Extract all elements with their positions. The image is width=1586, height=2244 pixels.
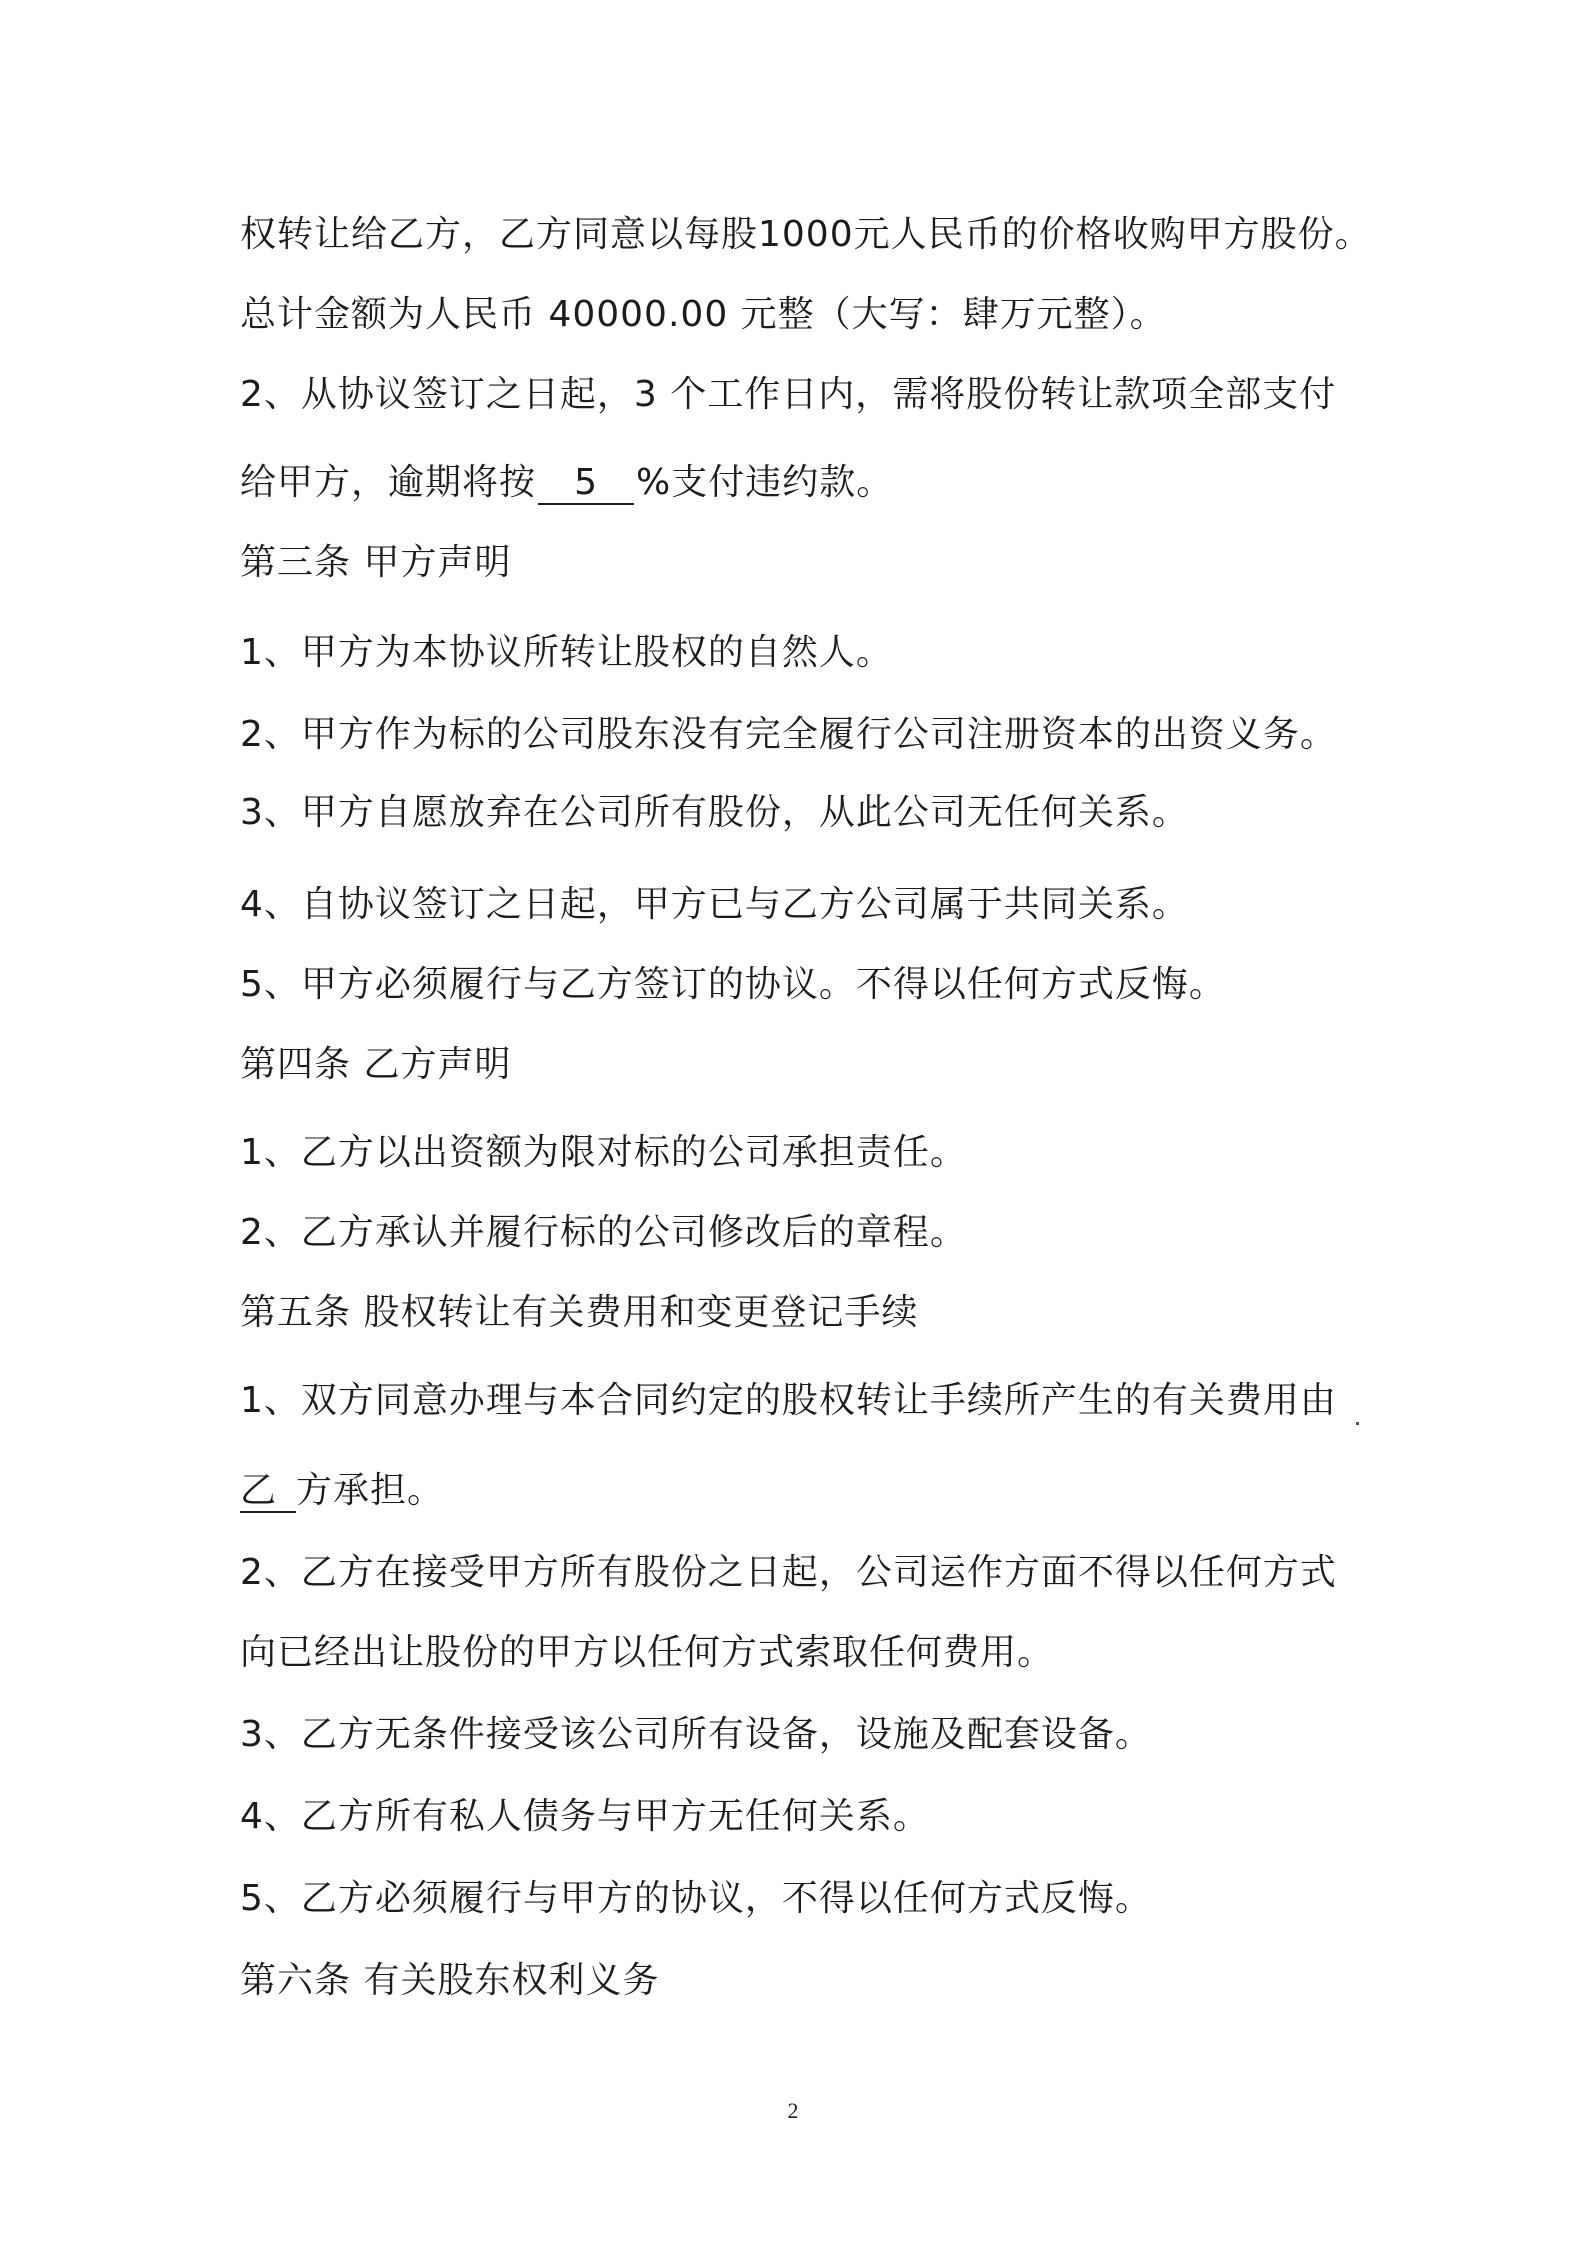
- text-line: 2、甲方作为标的公司股东没有完全履行公司注册资本的出资义务。: [240, 714, 1337, 755]
- fill-in-party: 乙: [240, 1471, 296, 1513]
- text-line: 2、乙方承认并履行标的公司修改后的章程。: [240, 1212, 967, 1253]
- text-line: 5、乙方必须履行与甲方的协议，不得以任何方式反悔。: [240, 1878, 1152, 1919]
- stray-mark: [1356, 1422, 1359, 1425]
- text-line: 3、甲方自愿放弃在公司所有股份，从此公司无任何关系。: [240, 792, 1189, 833]
- text-line: 1、乙方以出资额为限对标的公司承担责任。: [240, 1132, 967, 1173]
- section-heading: 第三条 甲方声明: [240, 542, 512, 583]
- text-line-with-blank: [240, 1468, 444, 1514]
- text-line: 权转让给乙方，乙方同意以每股1000元人民币的价格收购甲方股份。: [240, 214, 1372, 255]
- section-heading: 第六条 有关股东权利义务: [240, 1960, 660, 2001]
- text-line: 2、乙方在接受甲方所有股份之日起，公司运作方面不得以任何方式: [240, 1552, 1337, 1593]
- text-line: 向已经出让股份的甲方以任何方式索取任何费用。: [240, 1632, 1055, 1673]
- text-fragment: %支付违约款。: [636, 462, 894, 503]
- text-line: 1、甲方为本协议所转让股权的自然人。: [240, 632, 893, 673]
- text-line: 5、甲方必须履行与乙方签订的协议。不得以任何方式反悔。: [240, 964, 1226, 1005]
- text-line: 4、自协议签订之日起，甲方已与乙方公司属于共同关系。: [240, 884, 1189, 925]
- fill-in-rate: 5: [538, 463, 634, 505]
- text-line: 2、从协议签订之日起，3 个工作日内，需将股份转让款项全部支付: [240, 374, 1337, 415]
- text-line: 1、双方同意办理与本合同约定的股权转让手续所产生的有关费用由: [240, 1380, 1337, 1421]
- text-fragment: 方承担。: [296, 1470, 445, 1511]
- section-heading: 第四条 乙方声明: [240, 1044, 512, 1085]
- text-line-with-blank: [240, 460, 893, 506]
- text-line: 3、乙方无条件接受该公司所有设备，设施及配套设备。: [240, 1714, 1152, 1755]
- text-fragment: 给甲方，逾期将按: [240, 462, 537, 503]
- text-line: 总计金额为人民币 40000.00 元整（大写：肆万元整）。: [240, 294, 1167, 335]
- section-heading: 第五条 股权转让有关费用和变更登记手续: [240, 1292, 919, 1333]
- page-number: 2: [787, 2098, 799, 2123]
- text-line: 4、乙方所有私人债务与甲方无任何关系。: [240, 1796, 930, 1837]
